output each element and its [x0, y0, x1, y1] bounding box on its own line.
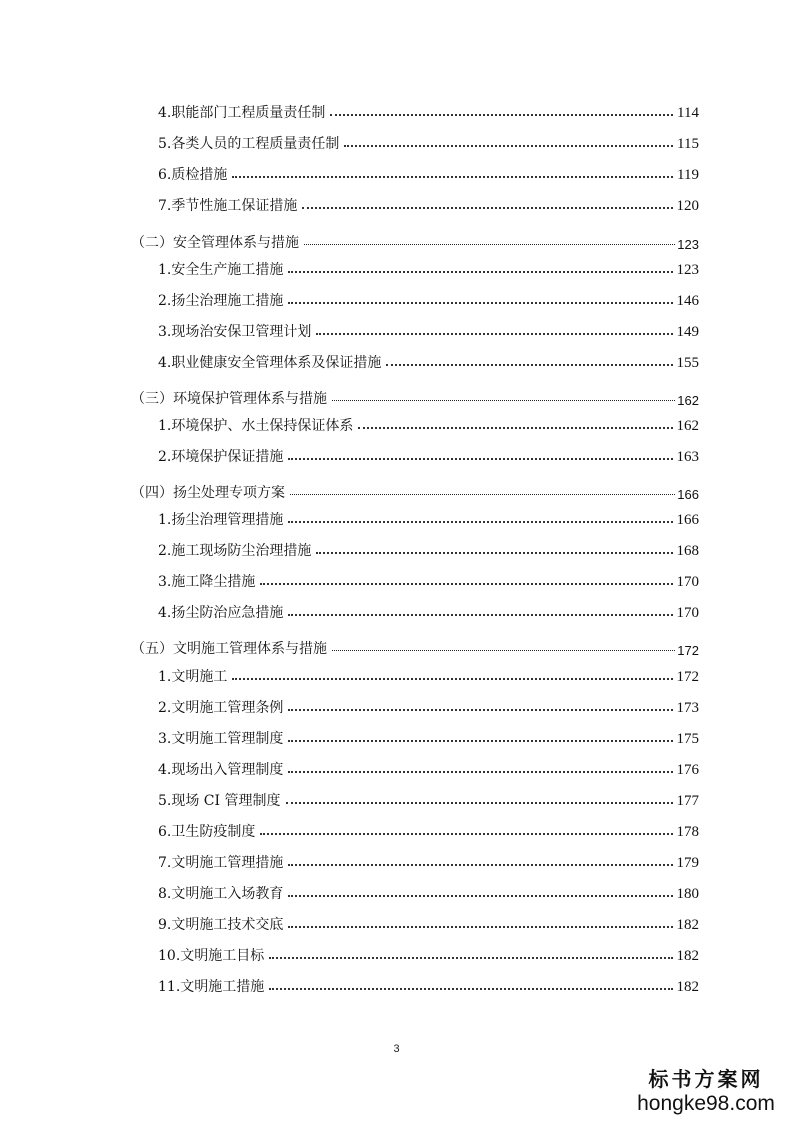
toc-entry-title: 6.质检措施: [158, 167, 228, 183]
toc-entry-title: 1.环境保护、水土保持保证体系: [158, 418, 354, 434]
toc-entry-title: 7.季节性施工保证措施: [158, 198, 298, 214]
toc-leader: [288, 740, 672, 742]
toc-entry-title: 2.扬尘治理施工措施: [158, 293, 284, 309]
toc-entry-title: 8.文明施工入场教育: [158, 886, 284, 902]
toc-entry[interactable]: [158, 786, 699, 810]
toc-entry-page: 163: [676, 449, 699, 465]
toc-entry-title: 3.文明施工管理制度: [158, 731, 284, 747]
toc-leader: [232, 176, 673, 178]
toc-entry-page: 182: [676, 948, 699, 964]
toc-entry[interactable]: [158, 598, 699, 622]
toc-section-page: 172: [677, 643, 699, 658]
toc-entry-page: 146: [676, 293, 699, 309]
toc-entry-page: 166: [676, 512, 699, 528]
toc-leader: [290, 494, 675, 495]
toc-entry-title: 11.文明施工措施: [158, 979, 265, 995]
toc-entry-page: 172: [676, 669, 699, 685]
toc-section-page: 162: [677, 393, 699, 408]
toc-entry[interactable]: [158, 348, 699, 372]
toc-section-title: （五）文明施工管理体系与措施: [131, 641, 327, 657]
toc-entry-page: 149: [676, 324, 699, 340]
toc-entry[interactable]: [158, 724, 699, 748]
toc-leader: [288, 521, 672, 523]
toc-entry-page: 176: [676, 762, 699, 778]
toc-entry-page: 170: [676, 574, 699, 590]
toc-section-page: 123: [677, 237, 699, 252]
toc-entry-page: 162: [676, 418, 699, 434]
toc-entry-page: 178: [676, 824, 699, 840]
watermark-domain: hongke98.com: [637, 1092, 775, 1115]
toc-entry[interactable]: [158, 536, 699, 560]
toc-entry[interactable]: [158, 317, 699, 341]
toc-entry[interactable]: [158, 505, 699, 529]
toc-entry-page: 114: [677, 105, 699, 121]
toc-leader: [288, 895, 672, 897]
toc-leader: [288, 709, 672, 711]
toc-leader: [288, 614, 672, 616]
toc-leader: [260, 833, 672, 835]
toc-entry[interactable]: [158, 98, 699, 122]
toc-leader: [316, 333, 672, 335]
toc-entry-title: 2.文明施工管理条例: [158, 700, 284, 716]
toc-leader: [269, 988, 672, 990]
toc-entry-title: 1.安全生产施工措施: [158, 262, 284, 278]
toc-entry-title: 1.扬尘治理管理措施: [158, 512, 284, 528]
toc-entry[interactable]: [158, 879, 699, 903]
toc-entry-title: 4.扬尘防治应急措施: [158, 605, 284, 621]
toc-leader: [316, 552, 672, 554]
toc-entry-title: 6.卫生防疫制度: [158, 824, 256, 840]
toc-entry-page: 168: [676, 543, 699, 559]
toc-entry-page: 119: [677, 167, 699, 183]
toc-entry-title: 5.现场 CI 管理制度: [158, 793, 281, 809]
watermark-chinese: 标书方案网: [648, 1067, 764, 1091]
toc-entry-title: 4.现场出入管理制度: [158, 762, 284, 778]
toc-section-entry[interactable]: [131, 634, 699, 658]
toc-entry[interactable]: [158, 817, 699, 841]
toc-leader: [288, 926, 672, 928]
toc-entry-page: 173: [676, 700, 699, 716]
toc-entry[interactable]: [158, 129, 699, 153]
toc-leader: [386, 364, 672, 366]
toc-entry[interactable]: [158, 941, 699, 965]
toc-section-entry[interactable]: [131, 384, 699, 408]
toc-entry[interactable]: [158, 255, 699, 279]
toc-leader: [288, 771, 672, 773]
toc-entry-title: 3.现场治安保卫管理计划: [158, 324, 312, 340]
toc-entry-page: 182: [676, 979, 699, 995]
toc-section-page: 166: [677, 487, 699, 502]
toc-entry[interactable]: [158, 972, 699, 996]
toc-leader: [358, 427, 672, 429]
toc-entry-page: 179: [676, 855, 699, 871]
toc-entry[interactable]: [158, 848, 699, 872]
toc-leader: [302, 207, 672, 209]
toc-entry-page: 120: [676, 198, 699, 214]
toc-leader: [260, 583, 672, 585]
toc-section-title: （三）环境保护管理体系与措施: [131, 391, 327, 407]
toc-entry-title: 4.职业健康安全管理体系及保证措施: [158, 355, 382, 371]
toc-entry[interactable]: [158, 693, 699, 717]
toc-entry[interactable]: [158, 160, 699, 184]
toc-entry-page: 115: [677, 136, 699, 152]
toc-leader: [288, 271, 672, 273]
toc-section-entry[interactable]: [131, 228, 699, 252]
toc-leader: [304, 244, 675, 245]
toc-entry-title: 2.施工现场防尘治理措施: [158, 543, 312, 559]
toc-entry-title: 4.职能部门工程质量责任制: [158, 105, 326, 121]
toc-entry[interactable]: [158, 755, 699, 779]
toc-leader: [288, 458, 672, 460]
toc-entry-page: 170: [676, 605, 699, 621]
toc-entry-title: 10.文明施工目标: [158, 948, 265, 964]
watermark-logo: [631, 1066, 781, 1116]
toc-entry-page: 180: [676, 886, 699, 902]
toc-entry[interactable]: [158, 286, 699, 310]
toc-leader: [232, 678, 672, 680]
page-number: 3: [393, 1043, 400, 1055]
toc-entry-page: 182: [676, 917, 699, 933]
toc-leader: [288, 864, 672, 866]
toc-leader: [269, 957, 672, 959]
toc-entry-title: 3.施工降尘措施: [158, 574, 256, 590]
toc-entry-page: 177: [676, 793, 699, 809]
toc-leader: [288, 302, 672, 304]
toc-entry-page: 155: [676, 355, 699, 371]
toc-entry-title: 1.文明施工: [158, 669, 228, 685]
toc-leader: [286, 802, 673, 804]
toc-entry-title: 7.文明施工管理措施: [158, 855, 284, 871]
toc-entry[interactable]: [158, 191, 699, 215]
toc-entry-page: 123: [676, 262, 699, 278]
toc-entry[interactable]: [158, 910, 699, 934]
toc-entry[interactable]: [158, 442, 699, 466]
toc-entry-title: 9.文明施工技术交底: [158, 917, 284, 933]
toc-entry[interactable]: [158, 411, 699, 435]
toc-section-title: （四）扬尘处理专项方案: [131, 485, 285, 501]
toc-entry-page: 175: [676, 731, 699, 747]
toc-section-entry[interactable]: [131, 478, 699, 502]
toc-entry-title: 5.各类人员的工程质量责任制: [158, 136, 340, 152]
toc-entry-title: 2.环境保护保证措施: [158, 449, 284, 465]
toc-section-title: （二）安全管理体系与措施: [131, 235, 299, 251]
toc-leader: [332, 650, 675, 651]
toc-entry[interactable]: [158, 567, 699, 591]
toc-leader: [330, 114, 673, 116]
toc-leader: [344, 145, 673, 147]
toc-entry[interactable]: [158, 662, 699, 686]
toc-leader: [332, 400, 675, 401]
